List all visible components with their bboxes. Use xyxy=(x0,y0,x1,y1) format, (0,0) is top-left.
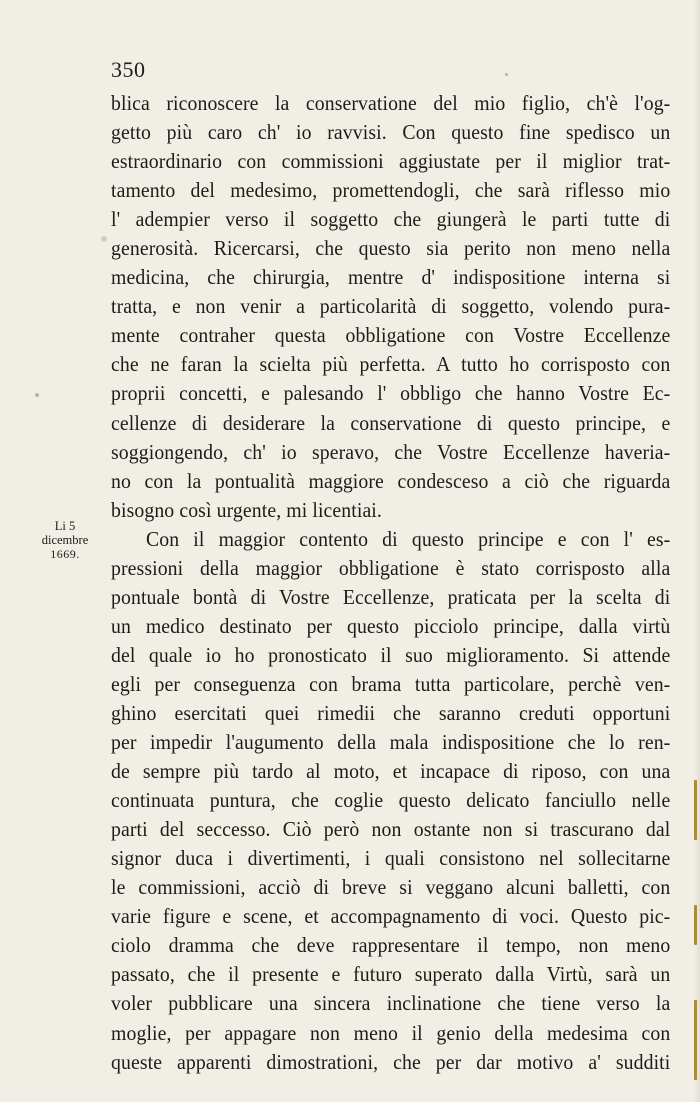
paper-speck xyxy=(35,393,39,397)
margin-date-note xyxy=(30,519,100,561)
margin-note-month: dicembre xyxy=(41,533,89,547)
text-line: ciolo dramma che deve rappresentare il tempo, non meno xyxy=(111,933,671,958)
text-line: continuata puntura, che coglie questo delicato fanciullo nelle xyxy=(111,788,671,813)
text-line: l' adempier verso il soggetto che giungerà le parti tutte di xyxy=(111,207,671,232)
page-number: 350 xyxy=(111,57,146,82)
text-line: generosità. Ricercarsi, che questo sia perito non meno nella xyxy=(111,236,671,261)
text-line-paragraph-end: bisogno così urgente, mi licentiai. xyxy=(111,497,382,522)
text-line: mente contraher questa obbligatione con Vostre Eccellenze xyxy=(111,323,671,348)
text-line: egli per conseguenza con brama tutta particolare, perchè ven- xyxy=(111,671,671,696)
margin-note-day: Li 5 xyxy=(54,519,76,533)
page-edge-stain xyxy=(694,905,697,945)
text-line: varie figure e scene, et accompagnamento di voci. Questo pic- xyxy=(111,904,671,929)
text-line: passato, che il presente e futuro superato dalla Virtù, sarà un xyxy=(111,962,671,987)
text-line: parti del seccesso. Ciò però non ostante non si trascurano dal xyxy=(111,817,671,842)
text-line: voler pubblicare una sincera inclinatione che tiene verso la xyxy=(111,991,671,1016)
text-line: pontuale bontà di Vostre Eccellenze, praticata per la scelta di xyxy=(111,584,671,609)
text-line: estraordinario con commissioni aggiustate per il miglior trat- xyxy=(111,149,671,174)
text-line: moglie, per appagare non meno il genio della medesima con xyxy=(111,1020,671,1045)
paper-speck xyxy=(101,236,107,242)
page-edge-stain xyxy=(694,780,697,840)
paper-speck xyxy=(505,73,508,76)
text-line: che ne faran la scielta più perfetta. A tutto ho corrisposto con xyxy=(111,352,671,377)
text-line: cellenze di desiderare la conservatione di questo principe, e xyxy=(111,410,671,435)
text-line: medicina, che chirurgia, mentre d' indispositione interna si xyxy=(111,265,671,290)
page-edge-stain xyxy=(694,1000,697,1080)
text-line-paragraph-start: Con il maggior contento di questo principe e con l' es- xyxy=(145,526,671,551)
margin-note-year: 1669. xyxy=(50,547,80,561)
text-line: no con la pontualità maggiore condesceso a ciò che riguarda xyxy=(111,468,671,493)
text-line: blica riconoscere la conservatione del mio figlio, ch'è l'og- xyxy=(111,91,671,115)
text-line: un medico destinato per questo picciolo principe, dalla virtù xyxy=(111,613,671,638)
text-line: getto più caro ch' io ravvisi. Con questo fine spedisco un xyxy=(111,120,671,145)
text-line: pressioni della maggior obbligatione è stato corrisposto alla xyxy=(111,555,671,580)
text-line: per impedir l'augumento della mala indispositione che lo ren- xyxy=(111,730,671,755)
text-line: le commissioni, acciò di breve si veggano alcuni balletti, con xyxy=(111,875,671,900)
text-line: tratta, e non venir a particolarità di soggetto, volendo pura- xyxy=(111,294,671,319)
text-line: signor duca i divertimenti, i quali consistono nel sollecitarne xyxy=(111,846,671,871)
text-line: ghino esercitati quei rimedii che saranno creduti opportuni xyxy=(111,700,671,725)
text-line: queste apparenti dimostrationi, che per dar motivo a' sudditi xyxy=(111,1049,671,1074)
text-line: proprii concetti, e palesando l' obbligo che hanno Vostre Ec- xyxy=(111,381,671,406)
text-line: de sempre più tardo al moto, et incapace di riposo, con una xyxy=(111,759,671,784)
text-line: del quale io ho pronosticato il suo miglioramento. Si attende xyxy=(111,642,671,667)
text-line: tamento del medesimo, promettendogli, che sarà riflesso mio xyxy=(111,178,671,203)
body-text xyxy=(111,89,670,1077)
text-line: soggiongendo, ch' io speravo, che Vostre Eccellenze haveria- xyxy=(111,439,671,464)
